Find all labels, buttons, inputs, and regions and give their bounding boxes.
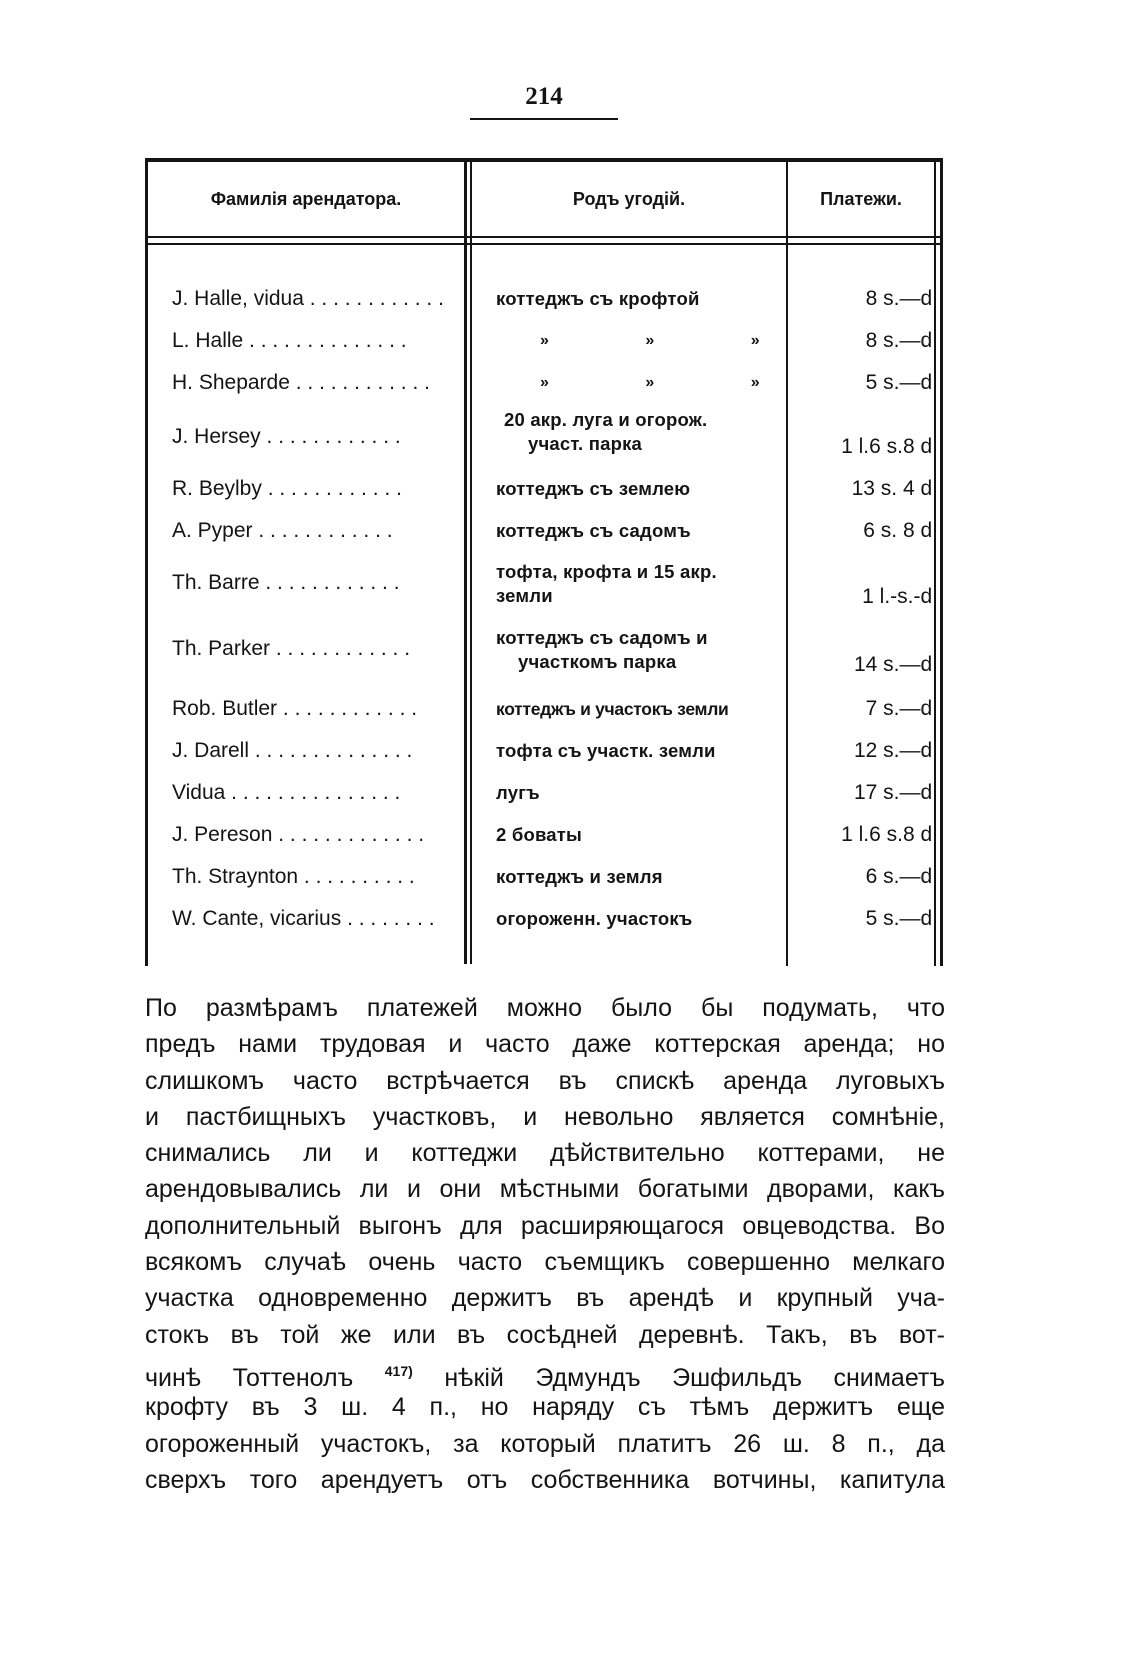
paragraph-line: огороженный участокъ, за который платитъ 26 ш. 8 п., да — [145, 1429, 945, 1458]
payment: 8 s.—d. — [865, 287, 938, 310]
paragraph-line: слишкомъ часто встрѣчается въ спискѣ аренда луговыхъ — [145, 1066, 945, 1095]
tenant-name: Rob. Butler — [172, 697, 278, 720]
dot-leader: . . . . . . . . . . . . — [259, 571, 400, 594]
land-type: тофта, крофта и 15 акр. — [496, 561, 717, 582]
dot-leader: . . . . . . . . . . . . . — [272, 823, 425, 846]
land-type: лугъ — [496, 782, 540, 803]
ditto-marks: » » » — [540, 332, 806, 349]
tenant-name: Th. Parker — [172, 637, 271, 660]
payment: 7 s.—d. — [865, 697, 938, 720]
dot-leader: . . . . . . . . — [341, 907, 435, 930]
table-right-border-b — [940, 158, 943, 966]
payment: 6 s. 8 d. — [863, 519, 938, 542]
tenant-name: J. Halle, vidua — [172, 287, 304, 310]
land-type: коттеджъ и земля — [496, 866, 663, 887]
table-divider-1a — [464, 158, 467, 964]
table-header-rule-1 — [145, 236, 943, 238]
payment: 8 s.—d. — [865, 329, 938, 352]
tenant-name: A. Pyper — [172, 519, 253, 542]
paragraph-line: дополнительный выгонъ для расширяющагося овцеводства. Во — [145, 1211, 945, 1240]
payment: 1 l.-s.-d. — [862, 585, 938, 608]
land-type: коттеджъ съ садомъ и — [496, 627, 708, 648]
payment: 1 l.6 s.8 d. — [841, 435, 938, 458]
payment: 17 s.—d. — [853, 781, 938, 804]
header-payment: Платежи. — [820, 189, 902, 209]
tenant-name: L. Halle — [172, 329, 244, 352]
dot-leader: . . . . . . . . . . . . — [261, 477, 402, 500]
dot-leader: . . . . . . . . . . . . — [303, 287, 444, 310]
land-type: коттеджъ съ землею — [496, 478, 691, 499]
tenant-name: R. Beylby — [172, 477, 262, 500]
dot-leader: . . . . . . . . . . . . . . . — [225, 781, 401, 804]
page-number-rule — [470, 118, 618, 120]
table-top-rule — [145, 158, 943, 162]
table-header-rule-2 — [145, 243, 943, 245]
paragraph-line: участка одновременно держитъ въ арендѣ и крупный уча- — [145, 1284, 945, 1313]
tenant-name: Th. Barre — [172, 571, 260, 594]
header-tenant: Фамилія арендатора. — [210, 189, 402, 209]
table-divider-2 — [786, 162, 788, 966]
tenant-name: W. Cante, vicarius — [172, 907, 342, 930]
dot-leader: . . . . . . . . . . . . — [289, 371, 430, 394]
tenant-name: J. Hersey — [172, 425, 261, 448]
land-type: 2 боваты — [496, 824, 583, 845]
payment: 6 s.—d. — [865, 865, 938, 888]
tenant-name: H. Sheparde — [172, 371, 290, 394]
land-type: 20 акр. луга и огорож. — [504, 409, 708, 430]
land-type: коттеджъ и участокъ земли — [496, 699, 729, 719]
dot-leader: . . . . . . . . . . . . — [252, 519, 393, 542]
body-paragraph — [145, 990, 945, 1498]
line-part: нѣкій Эдмундъ Эшфильдъ снимаетъ — [444, 1363, 945, 1392]
payment: 1 l.6 s.8 d. — [841, 823, 938, 846]
payment: 5 s.—d. — [865, 907, 938, 930]
payment: 5 s.—d. — [865, 371, 938, 394]
dot-leader: . . . . . . . . . . . . — [260, 425, 401, 448]
land-type: коттеджъ съ крофтой — [496, 288, 700, 309]
payment: 13 s. 4 d. — [851, 477, 938, 500]
tenant-name: Vidua — [172, 781, 226, 804]
header-land: Родъ угодій. — [572, 189, 686, 209]
paragraph-line: сверхъ того арендуетъ отъ собственника вотчины, капитула — [145, 1465, 945, 1494]
payment: 14 s.—d. — [853, 653, 938, 676]
paragraph-line: предъ нами трудовая и часто даже коттерская аренда; но — [145, 1030, 945, 1059]
paragraph-line: снимались ли и коттеджи дѣйствительно коттерами, не — [145, 1139, 945, 1168]
paragraph-line: стокъ въ той же или въ сосѣдней деревнѣ. Такъ, въ вот- — [145, 1320, 945, 1349]
paragraph-line — [145, 1353, 945, 1392]
footnote-reference[interactable]: 417) — [384, 1362, 413, 1379]
land-type-cont: земли — [496, 585, 553, 606]
dot-leader: . . . . . . . . . . . . — [270, 637, 411, 660]
table-divider-1b — [470, 158, 472, 964]
paragraph-line: и пастбищныхъ участковъ, и невольно является сомнѣніе, — [145, 1102, 945, 1131]
tenant-name: J. Pereson — [172, 823, 273, 846]
dot-leader: . . . . . . . . . . . . . . — [243, 329, 407, 352]
line-part: чинѣ Тоттенолъ — [145, 1363, 354, 1392]
paragraph-line: всякомъ случаѣ очень часто съемщикъ совершенно мелкаго — [145, 1248, 945, 1277]
land-type: огороженн. участокъ — [496, 908, 693, 929]
land-type: коттеджъ съ садомъ — [496, 520, 691, 541]
tenant-name: J. Darell — [172, 739, 250, 762]
dot-leader: . . . . . . . . . . — [298, 865, 415, 888]
page-number: 214 — [525, 83, 563, 110]
dot-leader: . . . . . . . . . . . . — [277, 697, 418, 720]
table-left-border — [145, 158, 148, 966]
paragraph-line: По размѣрамъ платежей можно было бы подумать, что — [145, 994, 945, 1022]
paragraph-line: крофту въ 3 ш. 4 п., но наряду съ тѣмъ держитъ еще — [145, 1393, 945, 1422]
ditto-marks: » » » — [540, 374, 806, 391]
land-type: тофта съ участк. земли — [496, 740, 716, 761]
land-type-cont: участкомъ парка — [518, 651, 677, 672]
paragraph-line: арендовывались ли и они мѣстными богатыми дворами, какъ — [145, 1175, 945, 1204]
payment: 12 s.—d. — [853, 739, 938, 762]
tenant-name: Th. Straynton — [172, 865, 299, 888]
dot-leader: . . . . . . . . . . . . . . — [249, 739, 413, 762]
land-type-cont: участ. парка — [528, 433, 643, 454]
